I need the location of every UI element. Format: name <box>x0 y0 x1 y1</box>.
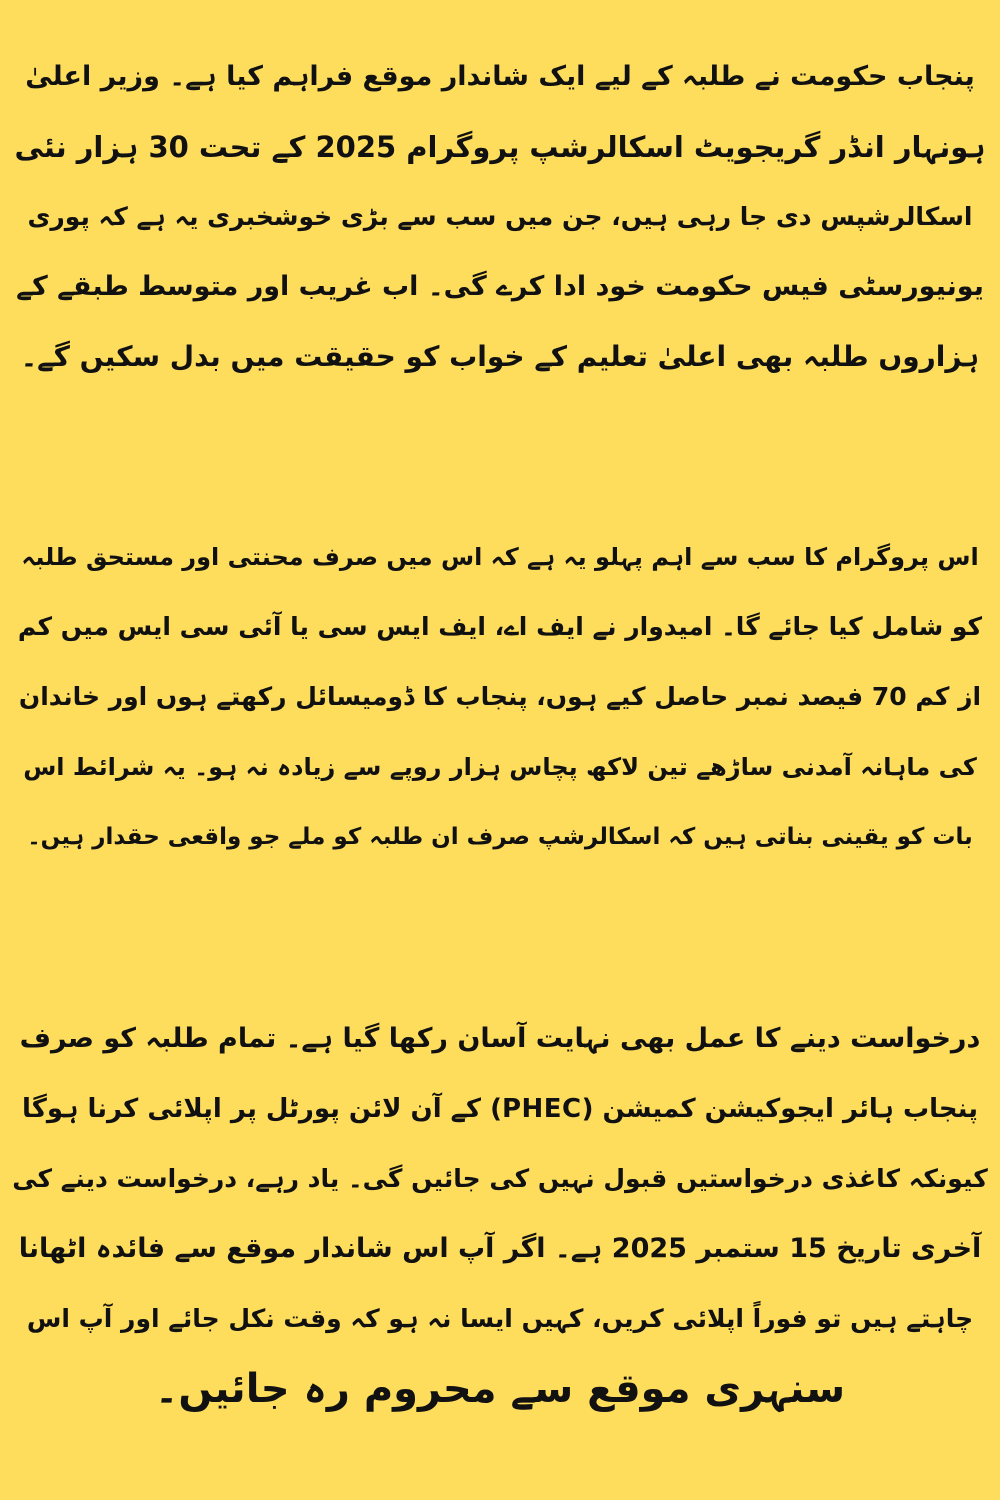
paragraph-scholarship-intro <box>12 42 988 392</box>
text-line: ہونہار انڈر گریجویٹ اسکالرشپ پروگرام 2025 کے تحت 30 ہزار نئی <box>14 130 986 164</box>
text-line: درخواست دینے کا عمل بھی نہایت آسان رکھا گیا ہے۔ تمام طلبہ کو صرف <box>19 1023 981 1054</box>
paragraph-application-process <box>12 1004 988 1424</box>
text-line: آخری تاریخ 15 ستمبر 2025 ہے۔ اگر آپ اس شاندار موقع سے فائدہ اٹھانا <box>18 1233 982 1264</box>
paragraph-eligibility <box>12 522 988 872</box>
text-line: پنجاب ہائر ایجوکیشن کمیشن (PHEC) کے آن لائن پورٹل پر اپلائی کرنا ہوگا <box>22 1094 978 1124</box>
text-line: کیونکہ کاغذی درخواستیں قبول نہیں کی جائیں گی۔ یاد رہے، درخواست دینے کی <box>12 1164 988 1193</box>
text-line: چاہتے ہیں تو فوراً اپلائی کریں، کہیں ایسا نہ ہو کہ وقت نکل جائے اور آپ اس <box>26 1304 974 1333</box>
text-line: کی ماہانہ آمدنی ساڑھے تین لاکھ پچاس ہزار روپے سے زیادہ نہ ہو۔ یہ شرائط اس <box>23 753 977 781</box>
text-line: سنہری موقع سے محروم رہ جائیں۔ <box>154 1366 846 1412</box>
text-line: از کم 70 فیصد نمبر حاصل کیے ہوں، پنجاب کا ڈومیسائل رکھتے ہوں اور خاندان <box>18 682 982 711</box>
text-line: اسکالرشپس دی جا رہی ہیں، جن میں سب سے بڑی خوشخبری یہ ہے کہ پوری <box>27 202 973 231</box>
text-line: کو شامل کیا جائے گا۔ امیدوار نے ایف اے، ایف ایس سی یا آئی سی ایس میں کم <box>17 612 983 641</box>
text-line: ہزاروں طلبہ بھی اعلیٰ تعلیم کے خواب کو حقیقت میں بدل سکیں گے۔ <box>20 340 980 373</box>
text-line: بات کو یقینی بناتی ہیں کہ اسکالرشپ صرف ان طلبہ کو ملے جو واقعی حقدار ہیں۔ <box>27 824 973 850</box>
text-line: یونیورسٹی فیس حکومت خود ادا کرے گی۔ اب غریب اور متوسط طبقے کے <box>16 271 984 302</box>
text-line: اس پروگرام کا سب سے اہم پہلو یہ ہے کہ اس میں صرف محنتی اور مستحق طلبہ <box>21 543 979 571</box>
text-line: پنجاب حکومت نے طلبہ کے لیے ایک شاندار موقع فراہم کیا ہے۔ وزیر اعلیٰ <box>25 61 975 92</box>
